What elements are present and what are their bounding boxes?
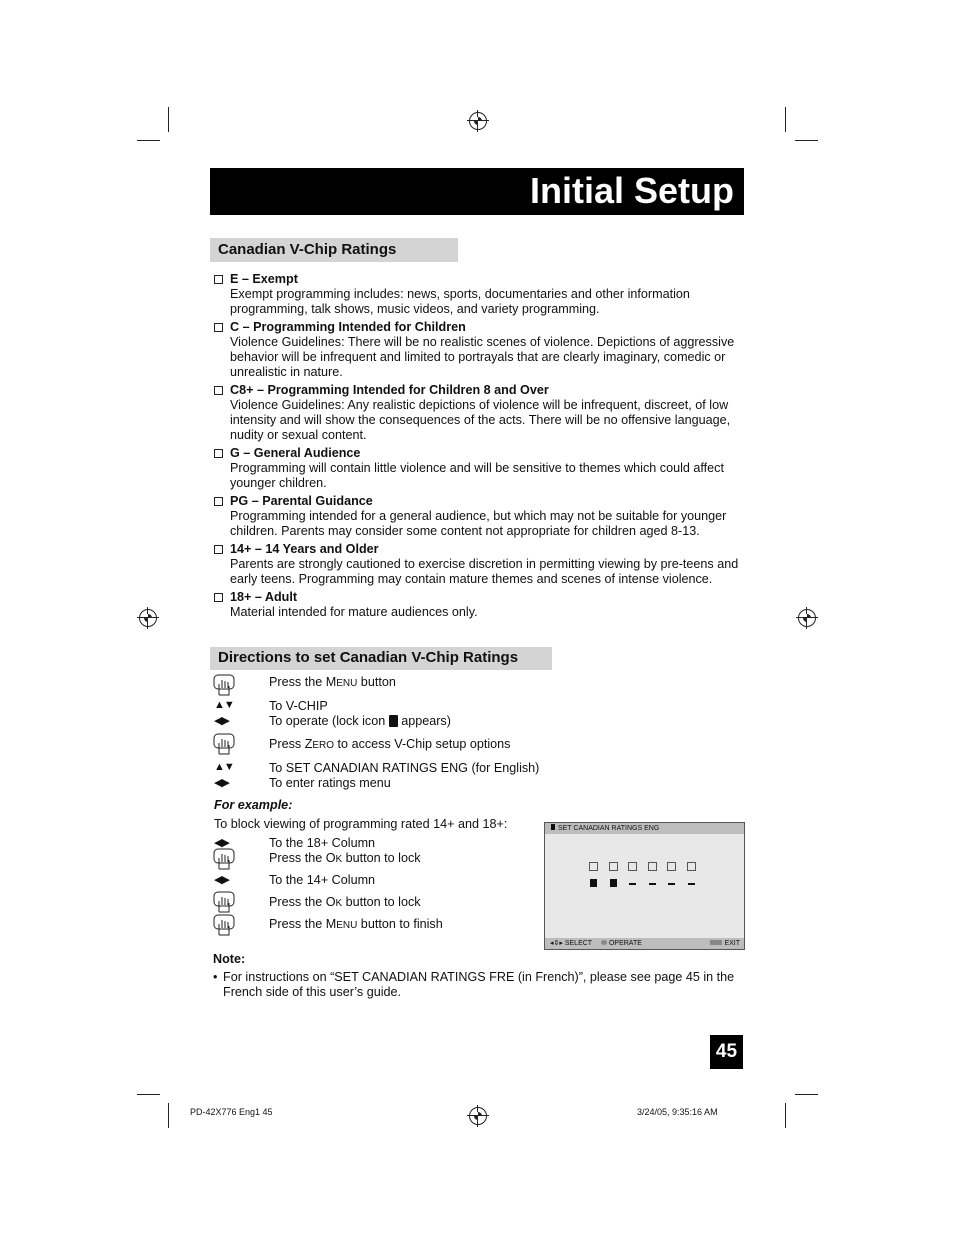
- section-heading: Directions to set Canadian V-Chip Ratings: [210, 647, 552, 670]
- press-button-hand-icon: [213, 914, 235, 936]
- note-text: • For instructions on “SET CANADIAN RATINGS FRE (in French)”, please see page 45 in the French side of this user’s guide.: [213, 970, 735, 999]
- press-button-hand-icon: [213, 891, 235, 913]
- up-down-arrow-icon: ▲▼: [214, 761, 234, 773]
- lock-icon: [610, 879, 617, 887]
- page-header-banner: [210, 168, 744, 215]
- registration-mark-icon: [469, 112, 487, 130]
- rating-column-icon: [648, 862, 657, 871]
- unlocked-dash: [688, 883, 695, 885]
- unlocked-dash: [668, 883, 675, 885]
- page-title: Initial Setup: [529, 170, 734, 211]
- unlocked-dash: [649, 883, 656, 885]
- left-right-arrow-icon: ◀▶: [214, 777, 229, 789]
- press-button-hand-icon: [213, 674, 235, 696]
- list-item: C8+ – Programming Intended for Children 8 and Over Violence Guidelines: Any realistic depictions of violence will be infrequent, discreet, of low intensity and will show the consequences of the acts. There will be no offensive language, nudity or sexual content.: [213, 383, 748, 443]
- checkbox-bullet-icon: [214, 593, 223, 602]
- rating-column-icon: [687, 862, 696, 871]
- list-item: 18+ – Adult Material intended for mature audiences only.: [213, 590, 748, 620]
- lock-icon: [389, 715, 398, 727]
- registration-mark-icon: [469, 1107, 487, 1125]
- ratings-list: [213, 272, 748, 623]
- list-item: 14+ – 14 Years and Older Parents are strongly cautioned to exercise discretion in permitting viewing by pre-teens and early teens. Programming may contain mature themes and scenes of intense violence.: [213, 542, 748, 587]
- press-button-hand-icon: [213, 848, 235, 870]
- rating-column-icon: [628, 862, 637, 871]
- checkbox-bullet-icon: [214, 386, 223, 395]
- left-right-arrow-icon: ◀▶: [214, 715, 229, 727]
- press-button-hand-icon: [213, 733, 235, 755]
- list-item: C – Programming Intended for Children Violence Guidelines: There will be no realistic scenes of violence. Depictions of aggressive behavior will be infrequent and limited to portrayals that are clearly imaginary, comedic or unrealistic in nature.: [213, 320, 748, 380]
- checkbox-bullet-icon: [214, 497, 223, 506]
- lock-icon: [590, 879, 597, 887]
- registration-mark-icon: [139, 609, 157, 627]
- left-right-arrow-icon: ◀▶: [214, 837, 229, 849]
- left-right-arrow-icon: ◀▶: [214, 874, 229, 886]
- checkbox-bullet-icon: [214, 545, 223, 554]
- checkbox-bullet-icon: [214, 323, 223, 332]
- rating-column-icon: [589, 862, 598, 871]
- rating-column-icon: [609, 862, 618, 871]
- rating-column-icon: [667, 862, 676, 871]
- list-item: PG – Parental Guidance Programming intended for a general audience, but which may not be suitable for younger children. Parents may consider some content not appropriate for children aged 8-13.: [213, 494, 748, 539]
- tv-menu-screenshot: SET CANADIAN RATINGS ENG ◂⇕▸ SELECT OPERATE EXIT: [544, 822, 745, 950]
- section-heading: Canadian V-Chip Ratings: [210, 238, 458, 262]
- list-item: E – Exempt Exempt programming includes: news, sports, documentaries and other information programming, talk shows, music videos, and variety programming.: [213, 272, 748, 317]
- unlocked-dash: [629, 883, 636, 885]
- registration-mark-icon: [798, 609, 816, 627]
- up-down-arrow-icon: ▲▼: [214, 699, 234, 711]
- lock-icon: [551, 824, 555, 830]
- checkbox-bullet-icon: [214, 275, 223, 284]
- checkbox-bullet-icon: [214, 449, 223, 458]
- page-number: 45: [710, 1035, 743, 1069]
- list-item: G – General Audience Programming will contain little violence and will be sensitive to themes which could affect younger children.: [213, 446, 748, 491]
